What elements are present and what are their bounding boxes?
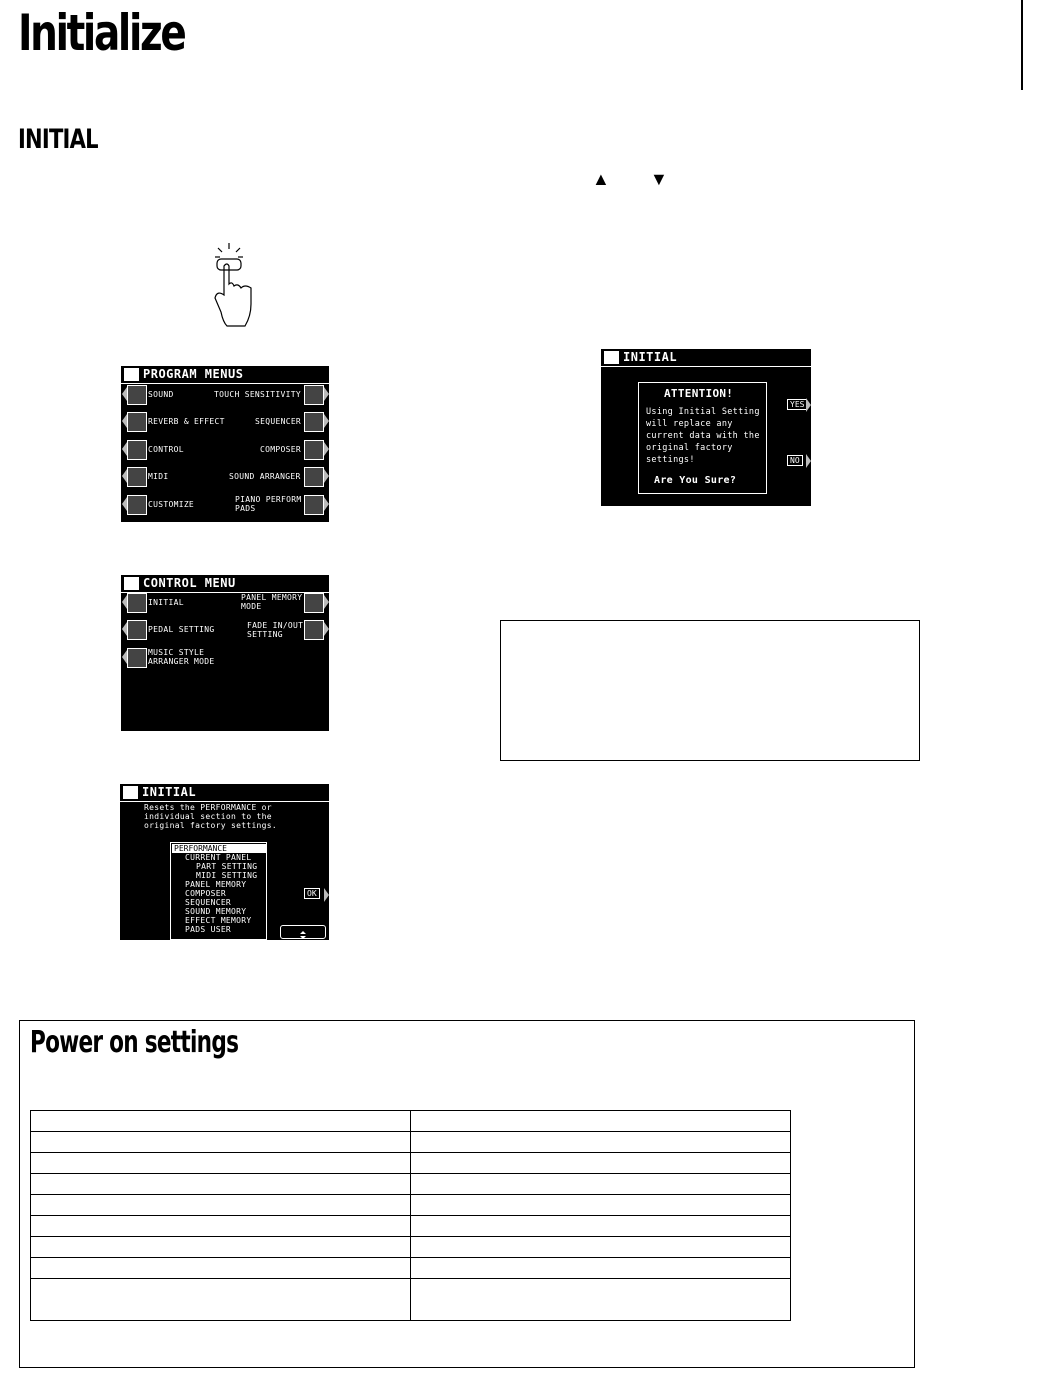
table-row <box>31 1195 791 1216</box>
menu-item-control[interactable]: CONTROL <box>148 445 184 454</box>
screen-title: CONTROL MENU <box>143 576 236 590</box>
list-item[interactable]: COMPOSER <box>185 889 226 898</box>
screen-header <box>120 784 329 802</box>
initial-description: Resets the PERFORMANCE or individual section to the original factory settings. <box>144 803 278 830</box>
list-item[interactable]: PART SETTING <box>196 862 258 871</box>
initial-icon[interactable] <box>127 593 147 613</box>
attention-dialog <box>638 382 767 494</box>
scroll-up-down-button[interactable] <box>280 925 326 939</box>
screen-header <box>121 366 329 384</box>
control-icon[interactable] <box>127 440 147 460</box>
note-box <box>500 620 920 761</box>
menu-item-fade-in-out-setting[interactable]: FADE IN/OUT SETTING <box>247 621 304 639</box>
sound-icon[interactable] <box>127 385 147 405</box>
menu-item-initial[interactable]: INITIAL <box>148 598 184 607</box>
confirm-question: Are You Sure? <box>654 475 737 486</box>
initial-icon <box>604 351 619 364</box>
table-row <box>31 1279 791 1321</box>
midi-icon[interactable] <box>127 467 147 487</box>
screen-title: INITIAL <box>623 350 678 364</box>
list-item[interactable]: PANEL MEMORY <box>185 880 247 889</box>
panel-memory-icon[interactable] <box>304 593 324 613</box>
customize-icon[interactable] <box>127 495 147 515</box>
list-item[interactable]: PADS USER <box>185 925 232 934</box>
initial-section-list[interactable] <box>170 842 267 940</box>
music-style-icon[interactable] <box>127 648 147 668</box>
menu-item-touch-sensitivity[interactable]: TOUCH SENSITIVITY <box>214 390 301 399</box>
no-button[interactable]: NO <box>787 455 803 466</box>
menu-item-pedal-setting[interactable]: PEDAL SETTING <box>148 625 215 634</box>
pedal-icon[interactable] <box>127 620 147 640</box>
table-row <box>31 1153 791 1174</box>
menu-item-reverb-effect[interactable]: REVERB & EFFECT <box>148 417 225 426</box>
ok-button[interactable]: OK <box>304 888 320 899</box>
fade-icon[interactable] <box>304 620 324 640</box>
list-item[interactable]: EFFECT MEMORY <box>185 916 252 925</box>
piano-pads-icon[interactable] <box>304 495 324 515</box>
program-menus-screen <box>121 366 329 522</box>
power-on-settings-title: Power on settings <box>30 1025 239 1060</box>
list-item-selected[interactable]: PERFORMANCE <box>172 844 266 853</box>
attention-heading: ATTENTION! <box>664 387 734 400</box>
menu-item-midi[interactable]: MIDI <box>148 472 169 481</box>
initial-screen <box>120 784 329 940</box>
menu-item-music-style-arranger-mode[interactable]: MUSIC STYLE ARRANGER MODE <box>148 648 215 666</box>
menu-item-sound-arranger[interactable]: SOUND ARRANGER <box>229 472 301 481</box>
list-item[interactable]: MIDI SETTING <box>196 871 258 880</box>
menu-item-sound[interactable]: SOUND <box>148 390 174 399</box>
arrow-down-icon: ▼ <box>650 169 668 189</box>
list-item[interactable]: SOUND MEMORY <box>185 907 247 916</box>
up-down-arrows-icon <box>281 929 325 940</box>
menu-item-panel-memory-mode[interactable]: PANEL MEMORY MODE <box>241 593 303 611</box>
section-heading: INITIAL <box>18 124 98 155</box>
control-menu-screen <box>121 575 329 731</box>
table-row <box>31 1174 791 1195</box>
screen-title: PROGRAM MENUS <box>143 367 244 381</box>
menu-item-customize[interactable]: CUSTOMIZE <box>148 500 195 509</box>
table-row <box>31 1111 791 1132</box>
table-row <box>31 1237 791 1258</box>
power-on-settings-table <box>30 1110 791 1321</box>
control-icon <box>124 577 139 590</box>
page-title: Initialize <box>18 4 185 62</box>
list-item[interactable]: CURRENT PANEL <box>185 853 252 862</box>
yes-button[interactable]: YES <box>787 399 807 410</box>
reverb-effect-icon[interactable] <box>127 412 147 432</box>
sound-arranger-icon[interactable] <box>304 467 324 487</box>
finger-press-icon <box>205 240 260 330</box>
arrow-up-icon: ▲ <box>592 169 610 189</box>
attention-message: Using Initial Setting will replace any current data with the original factory settings! <box>646 407 760 465</box>
table-row <box>31 1258 791 1279</box>
edge-rule <box>1021 0 1023 90</box>
screen-title: INITIAL <box>142 785 197 799</box>
screen-header <box>121 575 329 593</box>
sequencer-icon[interactable] <box>304 412 324 432</box>
initial-icon <box>123 786 138 799</box>
table-row <box>31 1132 791 1153</box>
composer-icon[interactable] <box>304 440 324 460</box>
touch-sensitivity-icon[interactable] <box>304 385 324 405</box>
menu-item-composer[interactable]: COMPOSER <box>260 445 301 454</box>
table-row <box>31 1216 791 1237</box>
screen-header <box>601 349 811 367</box>
menu-item-piano-perform-pads[interactable]: PIANO PERFORM PADS <box>235 495 302 513</box>
menu-item-sequencer[interactable]: SEQUENCER <box>255 417 302 426</box>
list-item[interactable]: SEQUENCER <box>185 898 232 907</box>
attention-screen <box>601 349 811 506</box>
menu-icon <box>124 368 139 381</box>
